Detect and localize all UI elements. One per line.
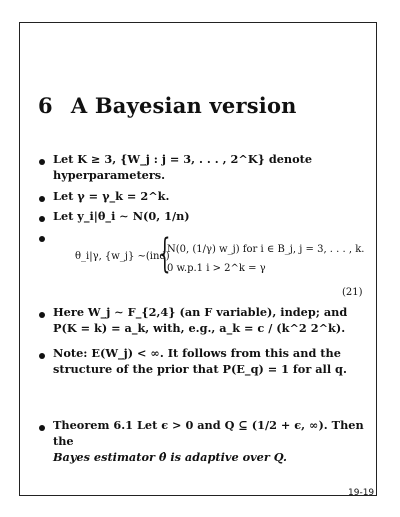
equation-number: (21)	[342, 287, 363, 298]
equation-lhs: θ_i|γ, {w_j} ∼(ind)	[75, 251, 170, 262]
bullet-1-line-2: hyperparameters.	[53, 168, 166, 182]
section-number: 6	[38, 93, 53, 118]
bullet-5-line-2: P(K = k) = a_k, with, e.g., a_k = c / (k^2 2^k).	[53, 321, 346, 335]
bullet-6-line-1: Note: E(W_j) < ∞. It follows from this and the	[53, 346, 341, 360]
bullet-1-line-1: Let K ≥ 3, {W_j : j = 3, . . . , 2^K} denote	[53, 152, 313, 166]
bullet-7	[39, 425, 45, 431]
bullet-2	[39, 196, 45, 202]
bullet-6	[39, 353, 45, 359]
bullet-1-text	[53, 151, 373, 183]
section-title	[38, 93, 297, 118]
bullet-3-text: Let y_i|θ_i ∼ N(0, 1/n)	[53, 209, 190, 223]
slide-frame	[19, 22, 377, 496]
equation-row-2: 0 w.p.1 i > 2^k = γ	[167, 263, 266, 274]
bullet-5-line-1: Here W_j ∼ F_{2,4} (an F variable), indep; and	[53, 305, 348, 319]
bullet-1	[39, 159, 45, 165]
page-number: 19-19	[348, 488, 375, 498]
equation-brace: {	[158, 231, 171, 277]
bullet-6-line-2: structure of the prior that P(E_q) = 1 for all q.	[53, 362, 347, 376]
section-title-text: A Bayesian version	[70, 93, 297, 118]
bullet-2-text: Let γ = γ_k = 2^k.	[53, 189, 170, 203]
bullet-3	[39, 216, 45, 222]
bullet-7-line-1: Theorem 6.1 Let ϵ > 0 and Q ⊆ (1/2 + ϵ, ∞). Then the	[53, 418, 364, 448]
equation-21	[75, 231, 375, 286]
bullet-5	[39, 312, 45, 318]
bullet-7-text	[53, 417, 373, 465]
equation-row-1: N(0, (1/γ) w_j) for i ∈ B_j, j = 3, . . . , k.	[167, 244, 365, 255]
bullet-5-text	[53, 304, 373, 336]
bullet-7-line-2: Bayes estimator θ̂ is adaptive over Q.	[53, 450, 287, 464]
bullet-6-text	[53, 345, 373, 377]
bullet-4	[39, 236, 45, 242]
